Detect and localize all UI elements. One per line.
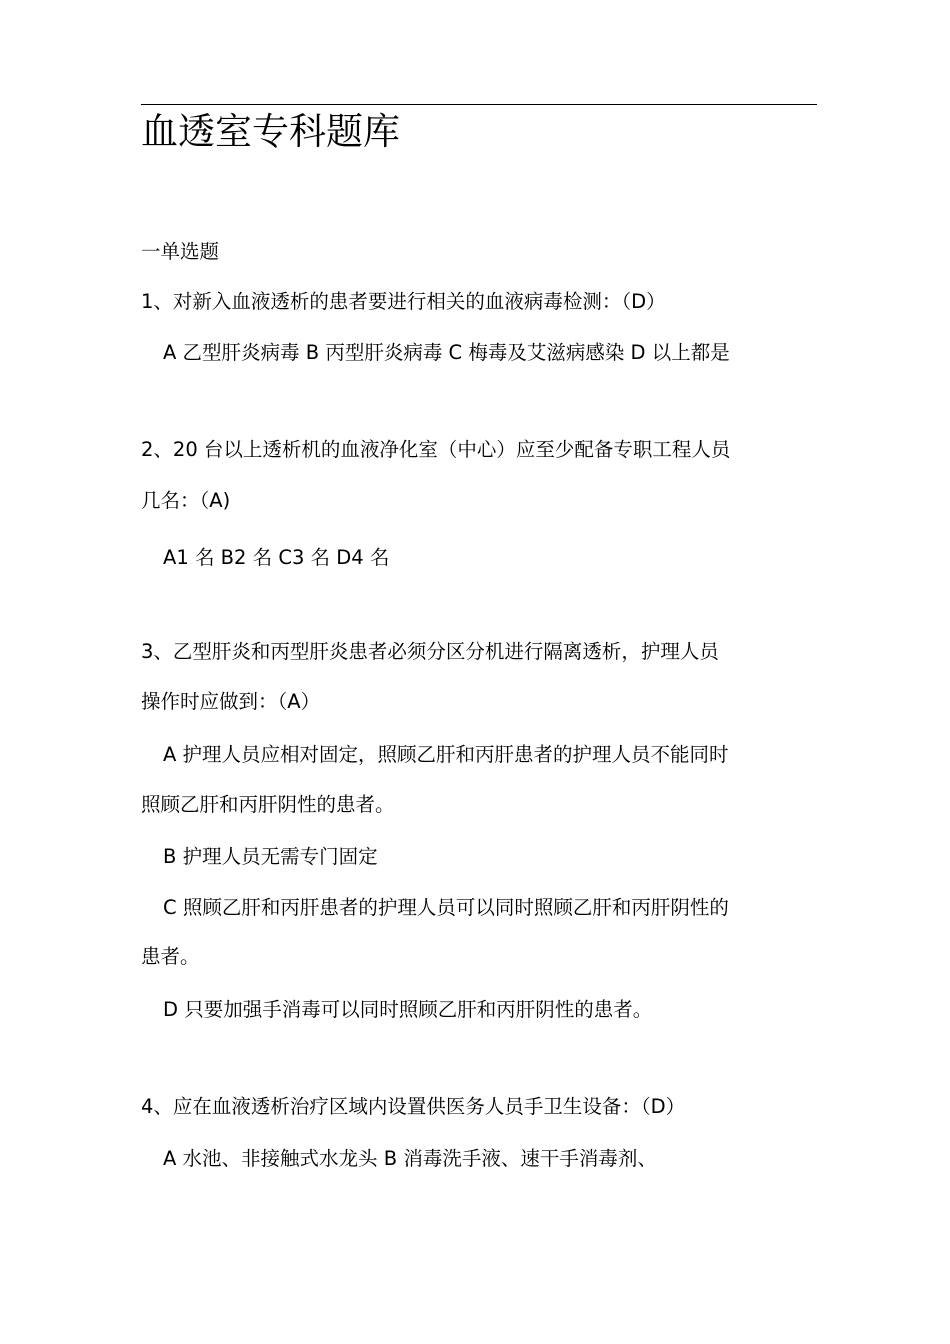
- question-1-options: A 乙型肝炎病毒 B 丙型肝炎病毒 C 梅毒及艾滋病感染 D 以上都是: [163, 341, 730, 364]
- document-title: 血透室专科题库: [141, 110, 400, 153]
- question-4-text: 4、应在血液透析治疗区域内设置供医务人员手卫生设备：（D）: [141, 1095, 686, 1118]
- question-3-text: 3、乙型肝炎和丙型肝炎患者必须分区分机进行隔离透析，护理人员: [141, 640, 719, 663]
- question-3-option-c-cont: 患者。: [141, 945, 200, 968]
- question-3-option-a: A 护理人员应相对固定，照顾乙肝和丙肝患者的护理人员不能同时: [163, 743, 729, 766]
- question-2-text: 2、20 台以上透析机的血液净化室（中心）应至少配备专职工程人员: [141, 438, 731, 461]
- question-4-options: A 水池、非接触式水龙头 B 消毒洗手液、速干手消毒剂、: [163, 1147, 657, 1170]
- question-3-text-cont: 操作时应做到：（A）: [141, 690, 321, 713]
- question-3-option-b: B 护理人员无需专门固定: [163, 845, 378, 868]
- section-heading: 一单选题: [141, 240, 220, 263]
- question-2-options: A1 名 B2 名 C3 名 D4 名: [163, 546, 390, 569]
- question-3-option-d: D 只要加强手消毒可以同时照顾乙肝和丙肝阴性的患者。: [163, 998, 653, 1021]
- header-rule: [141, 104, 817, 105]
- question-3-option-a-cont: 照顾乙肝和丙肝阴性的患者。: [141, 793, 395, 816]
- question-3-option-c: C 照顾乙肝和丙肝患者的护理人员可以同时照顾乙肝和丙肝阴性的: [163, 896, 729, 919]
- question-2-text-cont: 几名：（A): [141, 489, 231, 512]
- question-1-text: 1、对新入血液透析的患者要进行相关的血液病毒检测：（D）: [141, 290, 666, 313]
